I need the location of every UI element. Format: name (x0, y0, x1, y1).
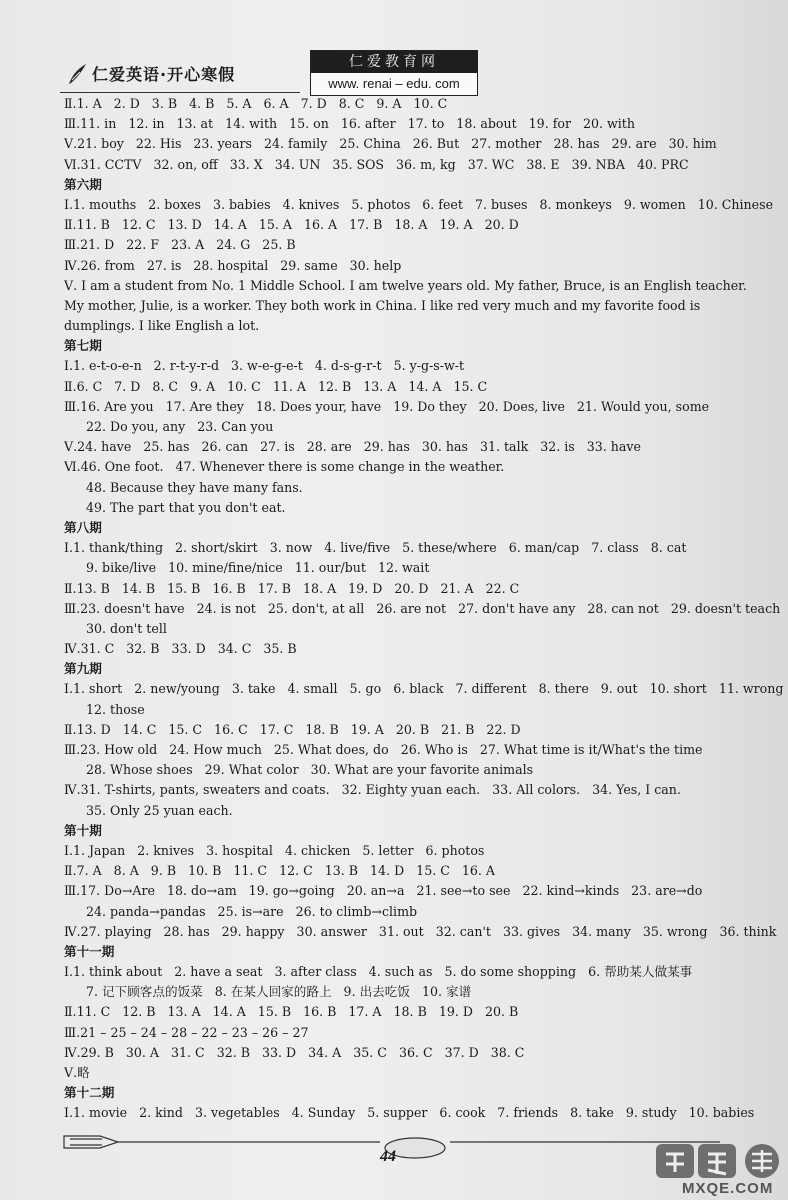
answer-line (64, 478, 764, 498)
answer-line (64, 417, 764, 437)
answer-line (64, 599, 781, 619)
answer-line (64, 902, 764, 922)
answer-line (64, 215, 764, 235)
section-heading (64, 821, 764, 841)
section-heading (64, 175, 764, 195)
answer-line (64, 700, 764, 720)
answer-line (64, 498, 764, 518)
answer-text: Ⅰ.1. thank/thing 2. short/skirt 3. now 4. live/five 5. these/where 6. man/cap 7. class 8. cat (64, 540, 687, 556)
answer-line (64, 639, 764, 659)
answer-line (64, 579, 764, 599)
answer-line (64, 134, 764, 154)
answer-text: Ⅱ.11. C 12. B 13. A 14. A 15. B 16. B 17. A 18. B 19. D 20. B (64, 1004, 519, 1020)
answer-line (64, 235, 764, 255)
watermark-text: MXQE.COM (682, 1180, 774, 1197)
answer-text: 12. those (86, 701, 145, 717)
answer-line (64, 397, 764, 417)
answer-text: Ⅲ.21 – 25 – 24 – 28 – 22 – 23 – 26 – 27 (64, 1024, 309, 1040)
answer-text: Ⅳ.31. C 32. B 33. D 34. C 35. B (64, 641, 297, 657)
page-number: 44 (380, 1148, 396, 1165)
answer-text: Ⅱ.1. A 2. D 3. B 4. B 5. A 6. A 7. D 8. C 9. A 10. C (64, 96, 448, 111)
answer-text: Ⅳ.26. from 27. is 28. hospital 29. same 30. help (64, 257, 402, 273)
answer-line (64, 256, 764, 276)
answer-text: 24. panda→pandas 25. is→are 26. to climb→climb (86, 903, 418, 919)
answer-line (64, 619, 764, 639)
answer-line (64, 155, 764, 175)
answer-text: Ⅳ.31. T-shirts, pants, sweaters and coats. 32. Eighty yuan each. 33. All colors. 34. Yes, I can. (64, 782, 681, 798)
section-heading (64, 336, 764, 356)
answer-line (64, 195, 774, 215)
answer-line (64, 881, 764, 901)
answer-text: Ⅱ.7. A 8. A 9. B 10. B 11. C 12. C 13. B 14. D 15. C 16. A (64, 863, 495, 879)
answer-text: 第十二期 (64, 1085, 115, 1101)
answer-line (64, 114, 764, 134)
section-heading (64, 659, 764, 679)
answer-text: Ⅱ.13. B 14. B 15. B 16. B 17. B 18. A 19. D 20. D 21. A 22. C (64, 580, 520, 596)
answer-text: 48. Because they have many fans. (86, 479, 303, 495)
answer-text: 第七期 (64, 338, 102, 354)
answer-text: 7. 记下顾客点的饭菜 8. 在某人回家的路上 9. 出去吃饭 10. 家谱 (86, 984, 472, 1000)
answer-text: Ⅲ.21. D 22. F 23. A 24. G 25. B (64, 237, 296, 253)
answer-text: 22. Do you, any 23. Can you (86, 419, 274, 435)
section-heading (64, 1083, 764, 1103)
answer-text: 第八期 (64, 519, 102, 535)
answer-line (64, 1023, 764, 1043)
answer-line (64, 679, 784, 699)
answer-line (64, 1043, 764, 1063)
header-rule (60, 92, 300, 93)
answer-line (64, 962, 764, 982)
answer-text: Ⅰ.1. movie 2. kind 3. vegetables 4. Sunday 5. supper 6. cook 7. friends 8. take 9. study 10. babies (64, 1105, 755, 1121)
answer-text: Ⅴ.略 (64, 1065, 90, 1081)
answer-text: Ⅴ. I am a student from No. 1 Middle School. I am twelve years old. My father, Bruce, is an English teacher. My mother, Julie, is a worker. They both work in China. I like red very much and my favorite food is dumplings. I like English a lot. (64, 277, 747, 334)
answer-text: 第十期 (64, 822, 102, 838)
answer-line (64, 538, 764, 558)
answer-text: Ⅰ.1. short 2. new/young 3. take 4. small 5. go 6. black 7. different 8. there 9. out 10. short 11. wrong (64, 681, 784, 697)
answer-text: 28. Whose shoes 29. What color 30. What are your favorite animals (86, 762, 534, 778)
answer-text: Ⅰ.1. mouths 2. boxes 3. babies 4. knives 5. photos 6. feet 7. buses 8. monkeys 9. women 10. Chinese (64, 196, 774, 212)
site-url: www. renai – edu. com (311, 73, 477, 95)
answer-line (64, 760, 764, 780)
section-heading (64, 942, 764, 962)
answer-line (64, 457, 764, 477)
site-badge (310, 50, 478, 96)
brand-title: 仁爱英语·开心寒假 (92, 65, 236, 84)
answer-text: Ⅲ.23. doesn't have 24. is not 25. don't, at all 26. are not 27. don't have any 28. can not 29. doesn't teach (64, 600, 781, 616)
answer-line (64, 558, 764, 578)
answer-line (64, 922, 777, 942)
answer-text: Ⅴ.21. boy 22. His 23. years 24. family 25. China 26. But 27. mother 28. has 29. are 30. him (64, 136, 717, 152)
answer-line (64, 94, 764, 114)
answer-text: Ⅴ.24. have 25. has 26. can 27. is 28. are 29. has 30. has 31. talk 32. is 33. have (64, 439, 641, 455)
answer-text: Ⅰ.1. think about 2. have a seat 3. after class 4. such as 5. do some shopping 6. 帮助某人做某事 (64, 964, 693, 980)
section-heading (64, 518, 764, 538)
answer-line (64, 801, 764, 821)
answer-text: Ⅳ.27. playing 28. has 29. happy 30. answer 31. out 32. can't 33. gives 34. many 35. wrong 36. think (64, 923, 777, 939)
answer-line (64, 1063, 764, 1083)
answer-line (64, 377, 764, 397)
answer-text: Ⅲ.17. Do→Are 18. do→am 19. go→going 20. an→a 21. see→to see 22. kind→kinds 23. are→do (64, 883, 703, 899)
answer-text: 49. The part that you don't eat. (86, 499, 286, 515)
answer-text: Ⅳ.29. B 30. A 31. C 32. B 33. D 34. A 35. C 36. C 37. D 38. C (64, 1044, 525, 1060)
answer-text: 第六期 (64, 176, 102, 192)
answer-line (64, 982, 764, 1002)
answer-text: Ⅵ.46. One foot. 47. Whenever there is some change in the weather. (64, 459, 505, 475)
answer-text: 30. don't tell (86, 620, 167, 636)
writing-answer-paragraph (64, 276, 764, 337)
answer-content (64, 94, 784, 1124)
answer-line (64, 861, 764, 881)
answer-text: Ⅲ.23. How old 24. How much 25. What does, do 26. Who is 27. What time is it/What's the time (64, 742, 703, 758)
answer-text: Ⅲ.16. Are you 17. Are they 18. Does your, have 19. Do they 20. Does, live 21. Would you, some (64, 398, 710, 414)
answer-text: 35. Only 25 yuan each. (86, 802, 233, 818)
answer-line (64, 841, 764, 861)
answer-line (64, 720, 764, 740)
answer-text: 第十一期 (64, 943, 115, 959)
feather-logo-icon (66, 62, 88, 86)
answer-text: Ⅱ.11. B 12. C 13. D 14. A 15. A 16. A 17. B 18. A 19. A 20. D (64, 217, 519, 233)
answer-text: 第九期 (64, 661, 102, 677)
answer-line (64, 1002, 764, 1022)
answer-line (64, 356, 764, 376)
site-name: 仁爱教育网 (311, 51, 477, 73)
answer-text: 9. bike/live 10. mine/fine/nice 11. our/but 12. wait (86, 560, 430, 576)
answer-text: Ⅰ.1. Japan 2. knives 3. hospital 4. chicken 5. letter 6. photos (64, 842, 485, 858)
answer-text: Ⅱ.13. D 14. C 15. C 16. C 17. C 18. B 19. A 20. B 21. B 22. D (64, 721, 521, 737)
answer-line (64, 780, 764, 800)
answer-line (64, 437, 764, 457)
answer-text: Ⅲ.11. in 12. in 13. at 14. with 15. on 16. after 17. to 18. about 19. for 20. with (64, 116, 635, 132)
answer-text: Ⅵ.31. CCTV 32. on, off 33. X 34. UN 35. SOS 36. m, kg 37. WC 38. E 39. NBA 40. PRC (64, 156, 689, 172)
answer-line (64, 740, 764, 760)
answer-text: Ⅰ.1. e-t-o-e-n 2. r-t-y-r-d 3. w-e-g-e-t 4. d-s-g-r-t 5. y-g-s-w-t (64, 358, 465, 374)
answer-text: Ⅱ.6. C 7. D 8. C 9. A 10. C 11. A 12. B 13. A 14. A 15. C (64, 378, 488, 394)
